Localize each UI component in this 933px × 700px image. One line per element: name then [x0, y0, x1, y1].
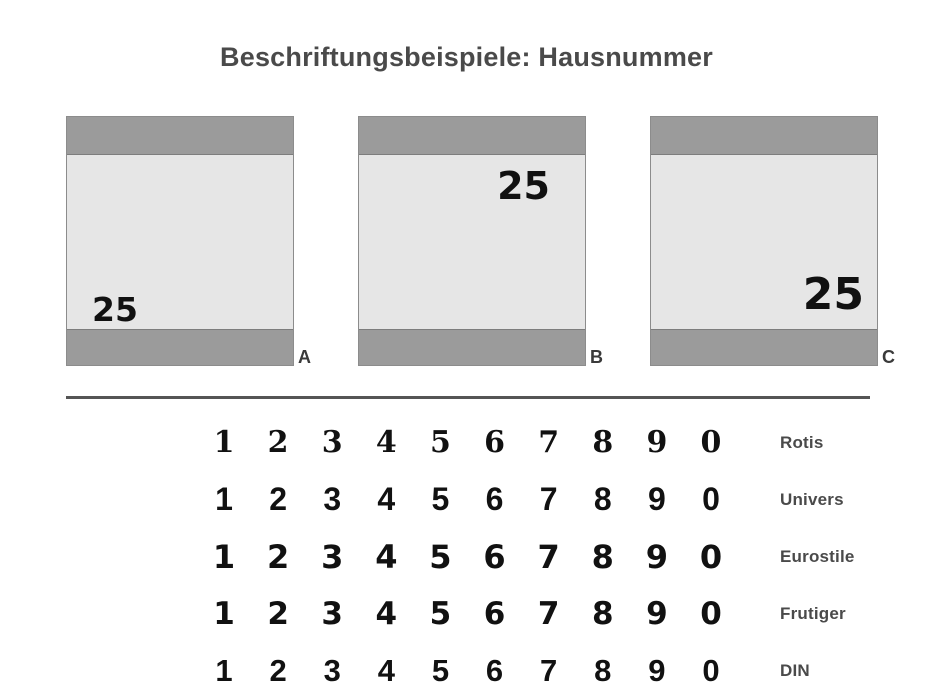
digit: 2 — [266, 537, 290, 576]
facade-band-top — [359, 117, 585, 155]
digit: 4 — [375, 537, 398, 576]
house-number: 25 — [497, 164, 550, 208]
specimen-digits — [205, 596, 730, 632]
facade-band-top — [651, 117, 877, 155]
digit: 7 — [537, 537, 560, 576]
digit: 9 — [648, 652, 666, 688]
specimen-digits — [205, 481, 730, 518]
specimen-font-name: Rotis — [780, 432, 824, 452]
digit: 6 — [483, 537, 506, 576]
digit: 0 — [699, 537, 723, 576]
house-number: 25 — [92, 290, 138, 329]
example-facade-c — [650, 116, 895, 367]
digit: 3 — [321, 595, 343, 632]
digit: 4 — [377, 652, 395, 688]
digit: 4 — [375, 425, 397, 460]
font-specimen-row — [0, 414, 933, 471]
facade-band-top — [67, 117, 293, 155]
font-specimen-row — [0, 585, 933, 642]
digit: 2 — [267, 595, 289, 632]
specimen-font-name: Eurostile — [780, 546, 855, 566]
digit: 1 — [215, 481, 233, 517]
digit: 8 — [594, 652, 612, 688]
digit: 2 — [269, 481, 287, 517]
facade-band-bottom — [67, 329, 293, 365]
digit: 5 — [431, 481, 450, 517]
digit: 8 — [593, 481, 612, 517]
digit: 1 — [212, 537, 236, 576]
digit: 7 — [540, 652, 558, 688]
digit: 6 — [484, 425, 505, 460]
specimen-digits — [205, 653, 730, 689]
facade-band-bottom — [651, 329, 877, 365]
specimen-font-name: DIN — [780, 660, 810, 680]
example-label: A — [298, 347, 311, 367]
example-facade-b — [358, 116, 603, 367]
digit: 6 — [485, 481, 504, 517]
digit: 4 — [377, 481, 396, 517]
digit: 2 — [267, 425, 289, 460]
digit: 0 — [702, 481, 720, 517]
digit: 3 — [321, 425, 343, 460]
digit: 7 — [538, 425, 560, 460]
section-divider — [66, 396, 870, 399]
digit: 8 — [592, 425, 614, 460]
specimen-font-name: Univers — [780, 489, 844, 509]
facade-band-bottom — [359, 329, 585, 365]
digit: 9 — [645, 537, 668, 576]
digit: 1 — [213, 425, 235, 460]
page-title: Beschriftungsbeispiele: Hausnummer — [220, 42, 713, 72]
example-label: B — [590, 347, 603, 367]
digit: 1 — [215, 652, 233, 688]
digit: 0 — [702, 652, 720, 688]
digit: 7 — [537, 595, 560, 632]
digit: 3 — [321, 537, 344, 576]
digit: 9 — [646, 425, 668, 460]
example-facade-a — [66, 116, 311, 367]
digit: 3 — [323, 652, 341, 688]
font-specimen-row — [0, 642, 933, 699]
font-specimen-row — [0, 471, 933, 528]
digit: 6 — [483, 595, 506, 632]
house-number: 25 — [802, 269, 864, 320]
digit: 3 — [323, 481, 342, 517]
digit: 8 — [591, 595, 614, 632]
facade-panel — [358, 116, 586, 366]
digit: 0 — [700, 595, 722, 632]
digit: 4 — [375, 595, 398, 632]
digit: 5 — [430, 425, 451, 460]
specimen-font-name: Frutiger — [780, 603, 846, 623]
digit: 8 — [591, 537, 614, 576]
digit: 6 — [485, 652, 504, 688]
digit: 9 — [646, 595, 668, 632]
facade-panel — [650, 116, 878, 366]
digit: 9 — [647, 481, 666, 517]
example-label: C — [882, 347, 895, 367]
digit: 5 — [429, 537, 452, 576]
digit: 5 — [429, 595, 452, 632]
examples-row — [0, 116, 933, 368]
digit: 2 — [269, 652, 287, 688]
digit: 1 — [213, 595, 235, 632]
digit: 7 — [539, 481, 558, 517]
font-specimen-list — [0, 414, 933, 699]
digit: 5 — [431, 652, 450, 688]
specimen-digits — [205, 425, 730, 460]
font-specimen-row — [0, 528, 933, 585]
specimen-digits — [205, 538, 730, 576]
digit: 0 — [700, 425, 722, 460]
